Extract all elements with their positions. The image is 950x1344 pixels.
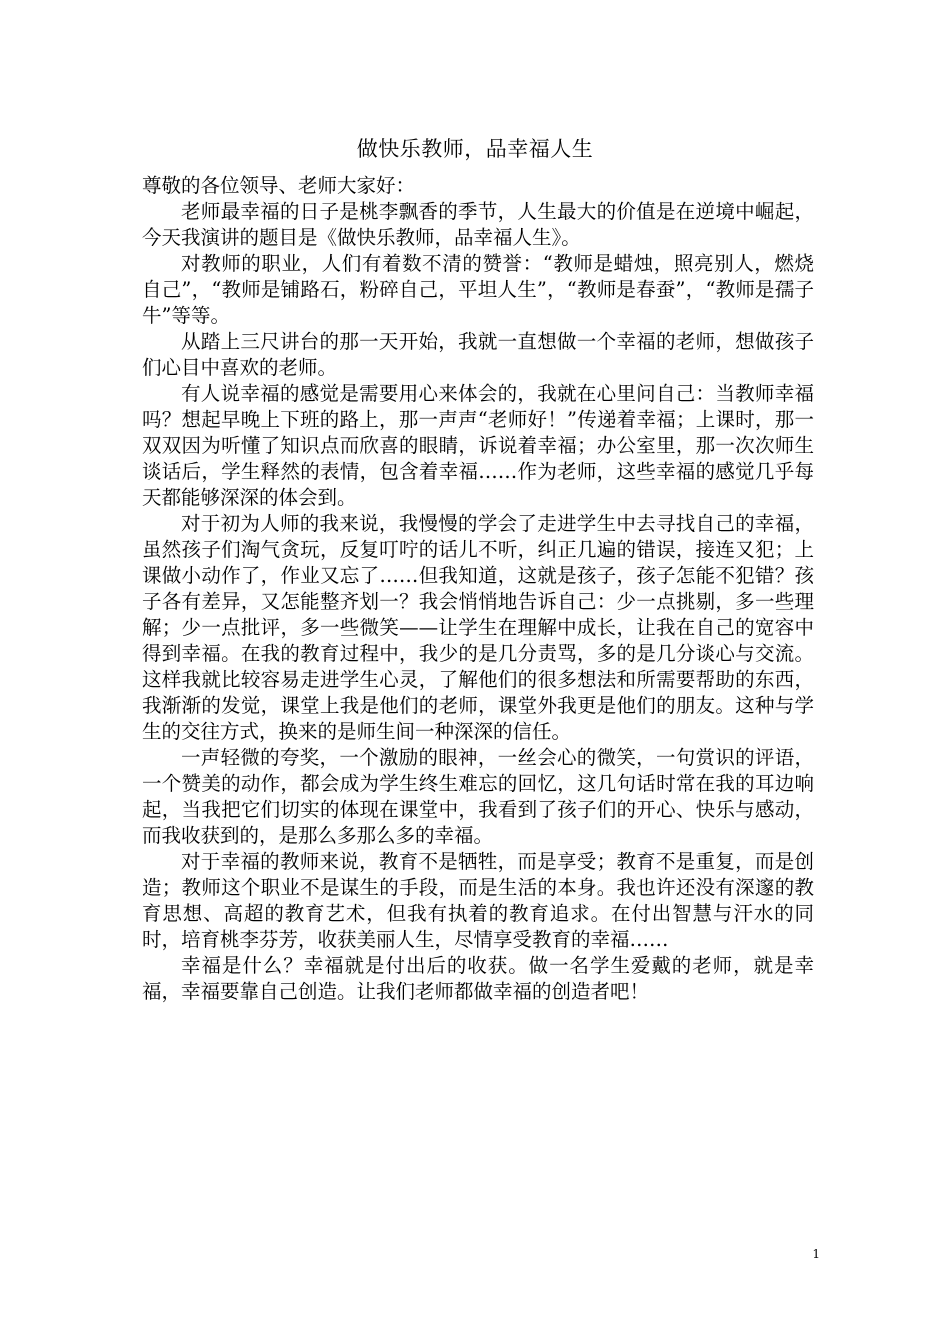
paragraph-3: 从踏上三尺讲台的那一天开始，我就一直想做一个幸福的老师，想做孩子们心目中喜欢的老师。 [142,330,814,379]
paragraph-7: 对于幸福的教师来说，教育不是牺牲，而是享受；教育不是重复，而是创造；教师这个职业不是谋生的手段，而是生活的本身。我也许还没有深邃的教育思想、高超的教育艺术，但我有执着的教育追求。在付出智慧与汗水的同时，培育桃李芬芳，收获美丽人生，尽情享受教育的幸福…… [142,850,814,951]
greeting: 尊敬的各位领导、老师大家好： [142,174,416,197]
document-body [142,173,814,1005]
paragraph-6: 一声轻微的夸奖，一个激励的眼神，一丝会心的微笑，一句赏识的评语，一个赞美的动作，都会成为学生终生难忘的回忆，这几句话时常在我的耳边响起，当我把它们切实的体现在课堂中，我看到了孩子们的开心、快乐与感动，而我收获到的，是那么多那么多的幸福。 [142,746,814,847]
paragraph-1: 老师最幸福的日子是桃李飘香的季节，人生最大的价值是在逆境中崛起，今天我演讲的题目是《做快乐教师，品幸福人生》。 [142,200,814,249]
paragraph-5: 对于初为人师的我来说，我慢慢的学会了走进学生中去寻找自己的幸福，虽然孩子们淘气贪玩，反复叮咛的话儿不听，纠正几遍的错误，接连又犯；上课做小动作了，作业又忘了……但我知道，这就是孩子，孩子怎能不犯错？孩子各有差异，又怎能整齐划一？我会悄悄地告诉自己：少一点挑剔，多一些理解；少一点批评，多一些微笑——让学生在理解中成长，让我在自己的宽容中得到幸福。在我的教育过程中，我少的是几分责骂，多的是几分谈心与交流。这样我就比较容易走进学生心灵，了解他们的很多想法和所需要帮助的东西，我渐渐的发觉，课堂上我是他们的老师，课堂外我更是他们的朋友。这种与学生的交往方式，换来的是师生间一种深深的信任。 [142,512,814,743]
document-title: 做快乐教师，品幸福人生 [356,137,594,161]
paragraph-8: 幸福是什么？幸福就是付出后的收获。做一名学生爱戴的老师，就是幸福，幸福要靠自己创造。让我们老师都做幸福的创造者吧！ [142,954,814,1003]
paragraph-2: 对教师的职业，人们有着数不清的赞誉：“教师是蜡烛，照亮别人，燃烧自己”，“教师是铺路石，粉碎自己，平坦人生”，“教师是春蚕”，“教师是孺子牛”等等。 [142,252,814,327]
page-number: 1 [812,1247,820,1261]
paragraph-4: 有人说幸福的感觉是需要用心来体会的，我就在心里问自己：当教师幸福吗？想起早晚上下班的路上，那一声声“老师好！”传递着幸福；上课时，那一双双因为听懂了知识点而欣喜的眼睛，诉说着幸福；办公室里，那一次次师生谈话后，学生释然的表情，包含着幸福……作为老师，这些幸福的感觉几乎每天都能够深深的体会到。 [142,382,814,509]
